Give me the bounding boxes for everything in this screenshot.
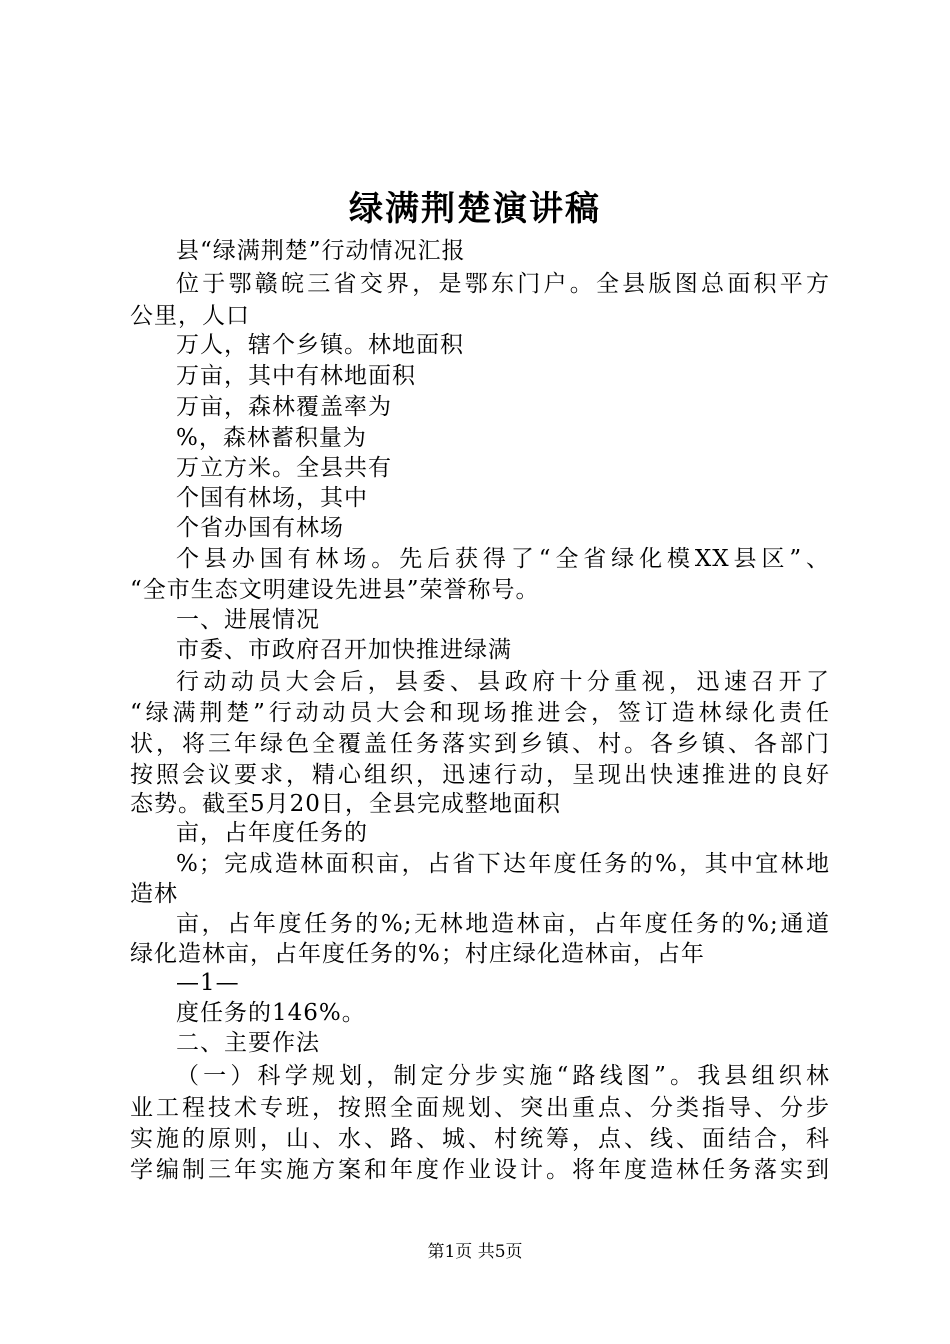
body-line: %，森林蓄积量为	[176, 425, 367, 451]
body-line: 按照会议要求，精心组织，迅速行动，呈现出快速推进的良好	[130, 762, 830, 788]
page-marker: —1—	[176, 970, 240, 996]
body-line: 造林	[130, 881, 178, 907]
body-line: 行动动员大会后，县委、县政府十分重视，迅速召开了	[176, 669, 830, 695]
body-line: 亩，占年度任务的	[176, 820, 368, 846]
body-line: 个省办国有林场	[176, 515, 344, 541]
body-line: %；完成造林面积亩，占省下达年度任务的%，其中宜林地	[176, 851, 830, 877]
body-line: “全市生态文明建设先进县”荣誉称号。	[130, 577, 540, 603]
body-line: 度任务的146%。	[176, 1000, 366, 1026]
body-line: 万立方米。全县共有	[176, 455, 392, 481]
body-line: 实施的原则，山、水、路、城、村统筹，点、线、面结合，科	[130, 1126, 830, 1152]
body-line: 学编制三年实施方案和年度作业设计。将年度造林任务落实到	[130, 1157, 830, 1183]
body-line: 绿化造林亩，占年度任务的%；村庄绿化造林亩，占年	[130, 941, 705, 967]
document-title: 绿满荆楚演讲稿	[349, 189, 601, 229]
body-line: 县“绿满荆楚”行动情况汇报	[176, 238, 466, 264]
body-line: 亩，占年度任务的%;无林地造林亩，占年度任务的%;通道	[176, 911, 830, 937]
body-line: 万人，辖个乡镇。林地面积	[176, 332, 464, 358]
body-line: 公里，人口	[130, 303, 250, 329]
section-heading: 二、主要作法	[176, 1030, 320, 1056]
body-line: 万亩，其中有林地面积	[176, 363, 416, 389]
body-line: 位于鄂赣皖三省交界，是鄂东门户。全县版图总面积平方	[176, 271, 830, 297]
body-line: 个国有林场，其中	[176, 485, 368, 511]
body-line: 个县办国有林场。先后获得了“全省绿化模XX县区”、	[176, 546, 830, 572]
body-line: “绿满荆楚”行动动员大会和现场推进会，签订造林绿化责任	[130, 700, 830, 726]
body-line: 业工程技术专班，按照全面规划、突出重点、分类指导、分步	[130, 1095, 830, 1121]
body-line: 态势。截至5月20日，全县完成整地面积	[130, 791, 561, 817]
body-line: 状，将三年绿色全覆盖任务落实到乡镇、村。各乡镇、各部门	[130, 731, 830, 757]
body-line: （一）科学规划，制定分步实施“路线图”。我县组织林	[176, 1063, 830, 1089]
page-footer: 第1页 共5页	[427, 1242, 523, 1262]
body-line: 万亩，森林覆盖率为	[176, 394, 392, 420]
section-heading: 一、进展情况	[176, 607, 320, 633]
body-line: 市委、市政府召开加快推进绿满	[176, 637, 512, 663]
